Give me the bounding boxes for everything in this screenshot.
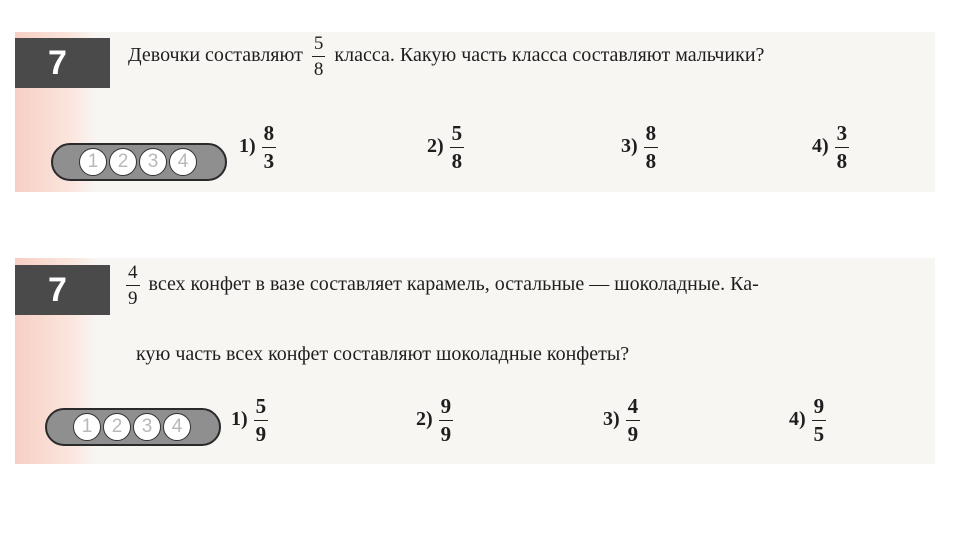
fraction-denominator: 8	[836, 149, 848, 173]
answer-fraction	[450, 123, 465, 172]
answer-circle-2[interactable]: 2	[109, 148, 137, 176]
task-1-question	[128, 34, 764, 79]
fraction-numerator: 5	[312, 34, 326, 57]
fraction-denominator: 9	[255, 422, 267, 446]
task-1-number: 7	[15, 38, 110, 88]
task-2-answer-selector	[45, 408, 221, 446]
answer-fraction	[835, 123, 850, 172]
answer-circle-1[interactable]: 1	[79, 148, 107, 176]
task-1-question-fraction	[312, 34, 326, 79]
task-1-question-before: Девочки составляют	[128, 44, 303, 67]
task-2-answer-3	[603, 396, 640, 445]
fraction-numerator: 5	[450, 123, 465, 148]
fraction-denominator: 3	[263, 149, 275, 173]
task-1-answer-3	[621, 123, 658, 172]
fraction-numerator: 4	[626, 396, 641, 421]
fraction-numerator: 5	[254, 396, 269, 421]
fraction-numerator: 3	[835, 123, 850, 148]
answer-fraction	[254, 396, 269, 445]
task-2-question-text-2: кую часть всех конфет составляют шоколадные конфеты?	[136, 343, 630, 365]
task-1-answer-selector	[51, 143, 227, 181]
task-1-question-after: класса. Какую часть класса составляют мальчики?	[334, 44, 765, 67]
task-1-answer-4	[812, 123, 849, 172]
fraction-denominator: 9	[627, 422, 639, 446]
task-1	[15, 32, 935, 192]
answer-circle-3[interactable]: 3	[139, 148, 167, 176]
answer-fraction	[626, 396, 641, 445]
fraction-denominator: 9	[440, 422, 452, 446]
fraction-denominator: 5	[813, 422, 825, 446]
answer-circle-4[interactable]: 4	[163, 413, 191, 441]
fraction-numerator: 4	[126, 263, 140, 286]
fraction-denominator: 9	[128, 288, 138, 309]
fraction-denominator: 8	[645, 149, 657, 173]
fraction-numerator: 9	[812, 396, 827, 421]
answer-label: 2)	[427, 135, 444, 158]
task-2-answer-2	[416, 396, 453, 445]
task-2-question-line-2	[136, 343, 629, 366]
answer-fraction	[262, 123, 277, 172]
answer-fraction	[644, 123, 659, 172]
task-2-question-line-1	[122, 263, 759, 308]
task-2	[15, 258, 935, 464]
answer-circle-3[interactable]: 3	[133, 413, 161, 441]
answer-label: 1)	[231, 408, 248, 431]
answer-label: 3)	[621, 135, 638, 158]
fraction-denominator: 8	[313, 59, 324, 80]
task-1-answer-1	[239, 123, 276, 172]
task-2-answer-4	[789, 396, 826, 445]
answer-label: 1)	[239, 135, 256, 158]
answer-circle-4[interactable]: 4	[169, 148, 197, 176]
answer-fraction	[439, 396, 454, 445]
task-2-question-fraction	[126, 263, 140, 308]
fraction-numerator: 9	[439, 396, 454, 421]
task-2-answer-1	[231, 396, 268, 445]
fraction-numerator: 8	[262, 123, 277, 148]
answer-fraction	[812, 396, 827, 445]
task-2-number: 7	[15, 265, 110, 315]
answer-label: 3)	[603, 408, 620, 431]
answer-label: 4)	[812, 135, 829, 158]
answer-label: 4)	[789, 408, 806, 431]
answer-label: 2)	[416, 408, 433, 431]
answer-circle-1[interactable]: 1	[73, 413, 101, 441]
answer-circle-2[interactable]: 2	[103, 413, 131, 441]
task-1-answer-2	[427, 123, 464, 172]
task-2-question-text-1: всех конфет в вазе составляет карамель, остальные — шоколадные. Ка-	[148, 273, 759, 296]
fraction-denominator: 8	[451, 149, 463, 173]
fraction-numerator: 8	[644, 123, 659, 148]
